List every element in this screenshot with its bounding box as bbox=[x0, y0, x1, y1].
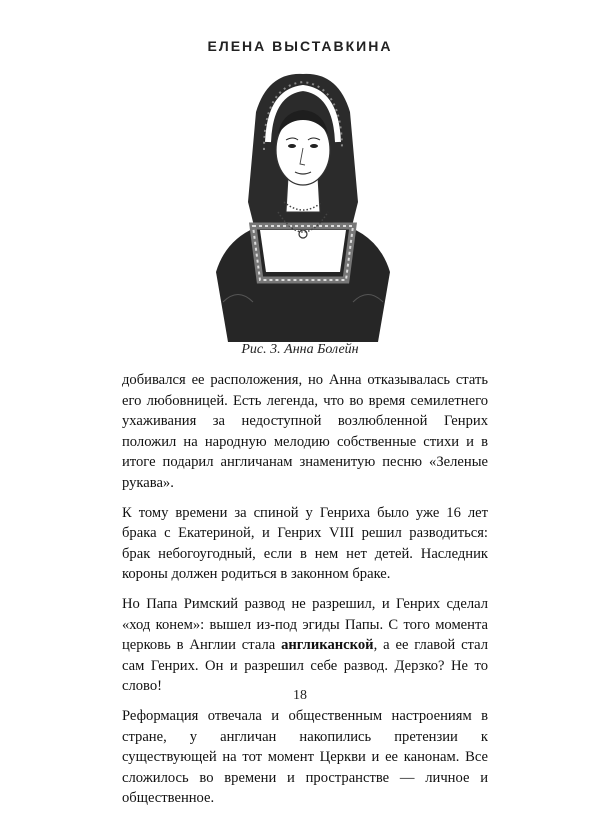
paragraph: добивался ее расположения, но Анна отказывалась стать его любовницей. Есть легенда, что во время семилетнего ухаживания за недоступной возлюбленной Генрих положил на народную мелодию собственные стихи и в итоге подарил англичанам знаменитую песню «Зеленые рукава». bbox=[122, 372, 488, 491]
page-number: 18 bbox=[293, 688, 307, 703]
paragraph-text: , а ее главой стал сам Генрих. Он и разрешил себе развод. Дерзко? Не то слово! bbox=[122, 637, 489, 695]
running-title: ЕЛЕНА ВЫСТАВКИНА bbox=[207, 38, 393, 54]
paragraph: Реформация отвечала и общественным настроениям в стране, у англичан накопились претензии к существующей на тот момент Церкви и ее канонам. Все сложилось во времени и пространстве — личное и общественное. bbox=[122, 707, 488, 807]
figure-caption: Рис. 3. Анна Болейн bbox=[241, 342, 359, 357]
figure-portrait bbox=[198, 72, 408, 342]
paragraph bbox=[122, 594, 488, 697]
emphasis-term: англиканской bbox=[281, 637, 374, 654]
paragraph: К тому времени за спиной у Генриха было уже 16 лет брака с Екатериной, и Генрих VIII решил разводиться: брак небогоугодный, если в нем нет детей. Наследник короны должен родиться в законном браке. bbox=[122, 504, 488, 583]
paragraph-text: Но Папа Римский развод не разрешил, и Генрих сделал «ход конем»: вышел из-под эгиды Папы. С того момента церковь в Англии стала bbox=[122, 595, 488, 654]
portrait-illustration bbox=[198, 72, 408, 342]
body-text bbox=[122, 370, 488, 818]
